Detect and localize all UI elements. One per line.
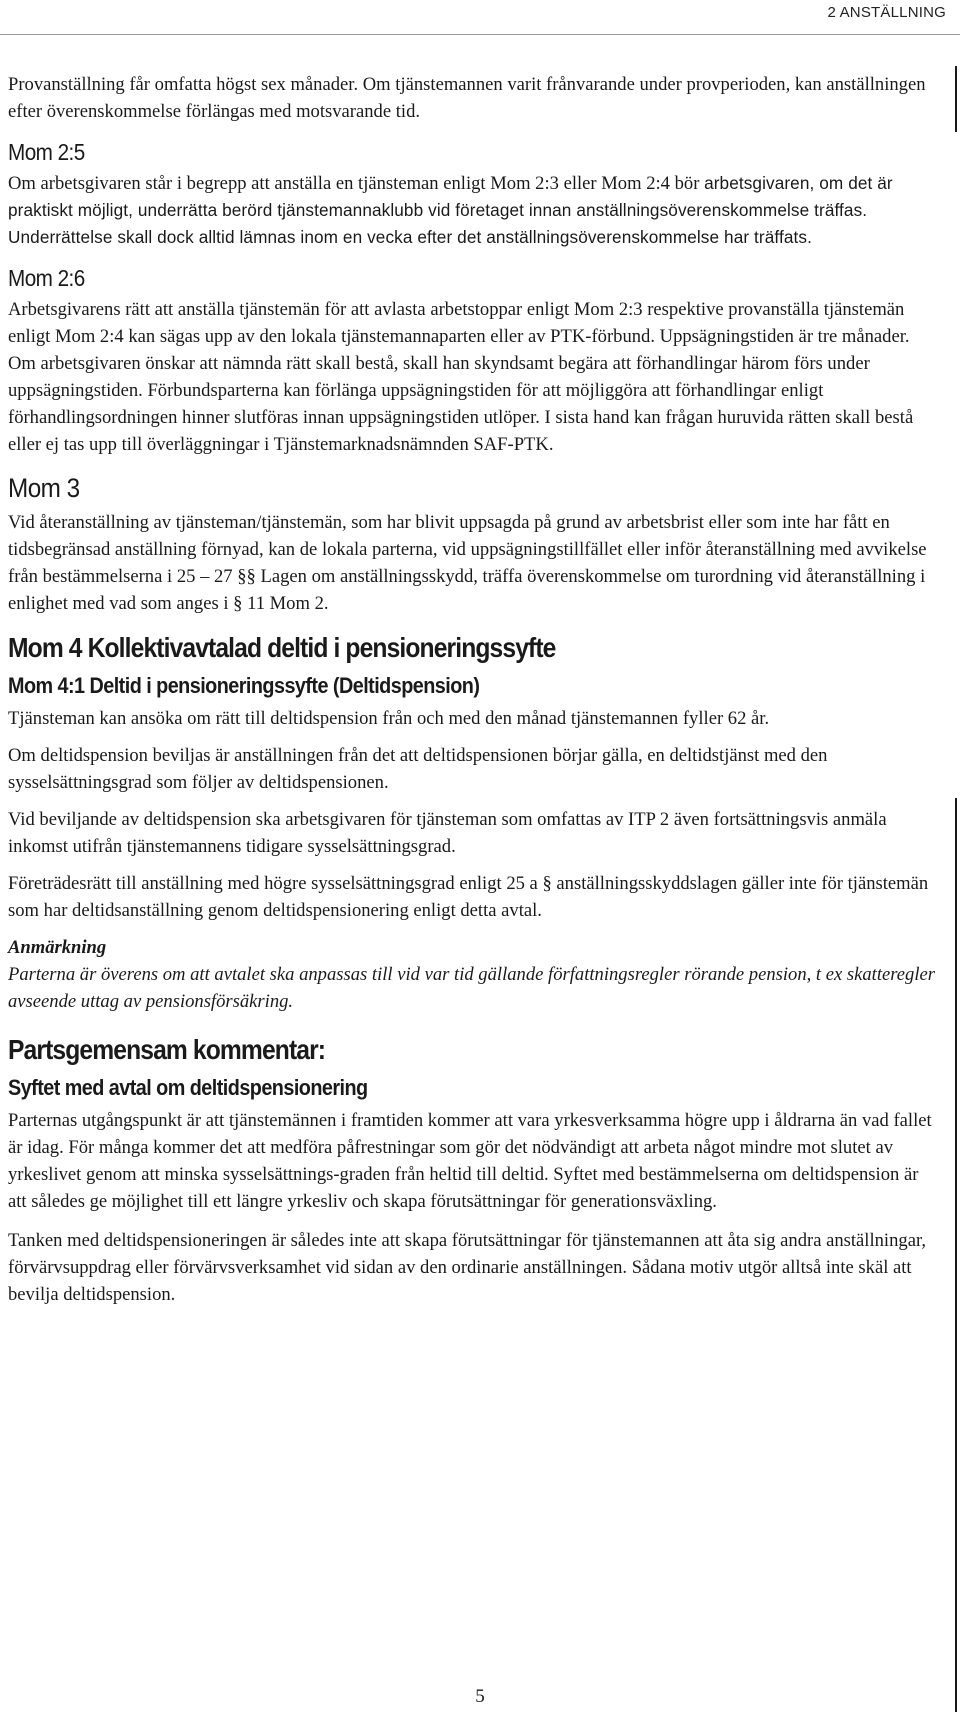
mom-2-6-paragraph: Arbetsgivarens rätt att anställa tjänstemän för att avlasta arbetstoppar enligt Mom 2:3 respektive provanställa tjänstemän enligt Mom 2:4 kan sägas upp av den lokala tjänstemannaparten eller av PTK-förbund. Uppsägningstiden är tre månader. Om arbetsgivaren önskar att nämnda rätt skall bestå, skall han skyndsamt begära att förhandlingar härom förs under uppsägningstiden. Förbundsparterna kan förlänga uppsägningstiden för att möjliggöra att förhandlingar enligt förhandlingsordningen hinner slutföras innan uppsägningstiden utlöper. I sista hand kan frågan huruvida rätten skall bestå eller ej tas upp till överläggningar i Tjänstemarknadsnämnden SAF-PTK. — [8, 299, 914, 455]
mom-2-5-text-sans: arbetsgivaren, om det är praktiskt möjligt, underrätta berörd tjänstemannaklubb vid företaget innan anställningsöverenskommelse träffas. Underrättelse skall dock alltid lämnas inom en vecka efter det anställningsöverenskommelse har träffats. — [8, 173, 893, 247]
note-heading: Anmärkning — [8, 937, 107, 958]
commentary-paragraph: Tanken med deltidspensioneringen är således inte att skapa förutsättningar för tjänstemannen att åta sig andra anställningar, förvärvsuppdrag eller förvärvsverksamhet vid sidan av den ordinarie anställningen. Sådana motiv utgör alltså inte skäl att bevilja deltidspension. — [8, 1230, 927, 1305]
mom-4-heading: Mom 4 Kollektivavtalad deltid i pensioneringssyfte — [8, 632, 556, 663]
mom-4-paragraph: Tjänsteman kan ansöka om rätt till deltidspension från och med den månad tjänstemannen fyller 62 år. — [8, 708, 770, 729]
page-number: 5 — [475, 1686, 485, 1707]
section-mom-2-5 — [8, 137, 938, 251]
section-mom-2-6 — [8, 263, 938, 458]
commentary-heading: Partsgemensam kommentar: — [8, 1034, 326, 1065]
note-text: Parterna är överens om att avtalet ska anpassas till vid var tid gällande författningsregler rörande pension, t ex skatteregler avseende uttag av pensionsförsäkring. — [8, 964, 935, 1012]
intro-paragraph: Provanställning får omfatta högst sex månader. Om tjänstemannen varit frånvarande under provperioden, kan anställningen efter överenskommelse förlängas med motsvarande tid. — [8, 74, 926, 122]
mom-2-5-paragraph — [8, 170, 938, 251]
mom-4-1-heading: Mom 4:1 Deltid i pensioneringssyfte (Deltidspension) — [8, 673, 480, 698]
mom-4-paragraph: Om deltidspension beviljas är anställningen från det att deltidspensionen börjar gälla, en deltidstjänst med den sysselsättningsgrad som följer av deltidspensionen. — [8, 745, 828, 793]
mom-4-paragraph: Företrädesrätt till anställning med högre sysselsättningsgrad enligt 25 a § anställningsskyddslagen gäller inte för tjänstemän som har deltidsanställning genom deltidspensionering enligt detta avtal. — [8, 873, 929, 921]
commentary-sub-heading: Syftet med avtal om deltidspensionering — [8, 1075, 368, 1100]
change-bar — [955, 66, 957, 132]
document-body — [8, 71, 938, 1320]
mom-2-6-heading: Mom 2:6 — [8, 265, 85, 291]
section-mom-3 — [8, 470, 938, 617]
mom-3-paragraph: Vid återanställning av tjänsteman/tjänstemän, som har blivit uppsagda på grund av arbetsbrist eller som inte har fått en tidsbegränsad anställning förnyad, kan de lokala parterna, vid uppsägningstillfället eller inför återanställning med avvikelse från bestämmelserna i 25 – 27 §§ Lagen om anställningsskydd, träffa överenskommelse om turordning vid återanställning i enlighet med vad som anges i § 11 Mom 2. — [8, 512, 927, 614]
mom-2-5-text-serif: Om arbetsgivaren står i begrepp att anställa en tjänsteman enligt Mom 2:3 eller Mom 2:4 bör — [8, 173, 705, 194]
section-mom-4 — [8, 629, 938, 1015]
change-bar — [955, 798, 957, 1712]
header-rule — [0, 34, 960, 35]
commentary-paragraph: Parternas utgångspunkt är att tjänstemännen i framtiden kommer att vara yrkesverksamma högre upp i åldrarna än vad fallet är idag. För många kommer det att medföra påfrestningar som gör det nödvändigt att arbeta något mindre mot slutet av yrkeslivet genom att minska sysselsättnings-graden från heltid till deltid. Syftet med bestämmelserna om deltidspension är att således ge möjlighet till ett längre yrkesliv och skapa förutsättningar för generationsväxling. — [8, 1110, 932, 1212]
running-head: 2 ANSTÄLLNING — [827, 4, 946, 21]
mom-2-5-heading: Mom 2:5 — [8, 139, 85, 165]
section-commentary — [8, 1031, 938, 1308]
mom-3-heading: Mom 3 — [8, 473, 80, 503]
mom-4-paragraph: Vid beviljande av deltidspension ska arbetsgivaren för tjänsteman som omfattas av ITP 2 även fortsättningsvis anmäla inkomst utifrån tjänstemannens tidigare sysselsättningsgrad. — [8, 809, 887, 857]
